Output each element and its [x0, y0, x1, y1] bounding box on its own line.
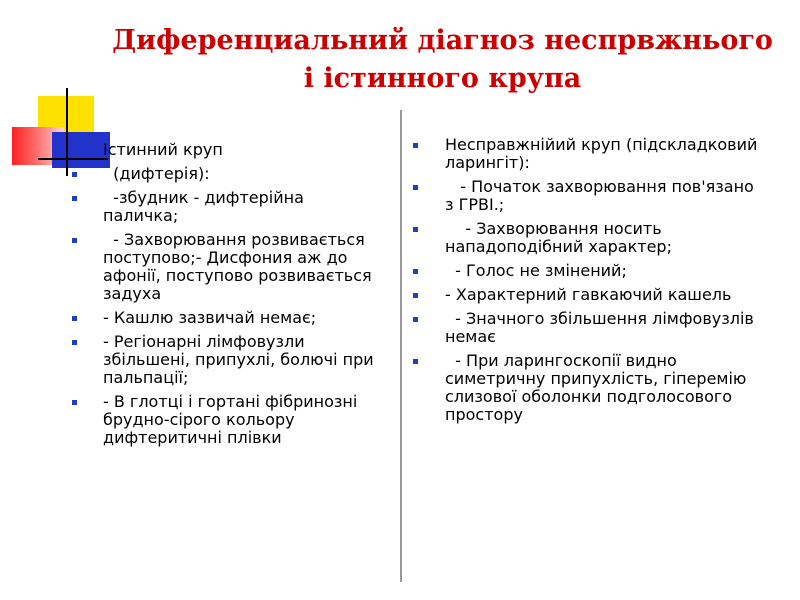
list-item-text: (дифтерія):	[103, 164, 210, 183]
slide-title-line-1: Диференциальний діагноз неспрвжнього	[112, 25, 773, 56]
bullet-icon	[413, 269, 418, 274]
list-item	[413, 352, 763, 424]
list-item-text: - Захворювання розвивається поступово;- Дисфония аж до афонії, поступово розвивається задуха	[103, 230, 377, 303]
bullet-icon	[413, 143, 418, 148]
slide-title	[110, 22, 775, 98]
bullet-icon	[72, 316, 77, 321]
bullet-icon	[72, 196, 77, 201]
list-item	[413, 220, 763, 256]
list-item-text: - Голос не змінений;	[445, 261, 627, 280]
list-item-text: - Значного збільшення лімфовузлів немає	[445, 309, 759, 346]
list-item	[72, 231, 377, 303]
list-item-text: - Захворювання носить нападоподібний характер;	[445, 219, 672, 256]
list-item	[72, 333, 377, 387]
column-divider	[400, 110, 402, 582]
list-item-text: - Регіонарні лімфовузли збільшені, припухлі, болючі при пальпації;	[103, 332, 379, 387]
list-item	[72, 189, 377, 225]
true-croup-list	[72, 141, 377, 453]
list-item	[413, 136, 763, 172]
list-item	[72, 393, 377, 447]
list-item	[72, 141, 377, 159]
list-item	[413, 262, 763, 280]
bullet-icon	[72, 340, 77, 345]
bullet-icon	[413, 317, 418, 322]
list-item-text: - Кашлю зазвичай немає;	[103, 308, 317, 327]
bullet-icon	[72, 400, 77, 405]
bullet-icon	[413, 185, 418, 190]
list-item-text: - В глотці і гортані фібринозні брудно-сірого кольору дифтеритичні плівки	[103, 392, 363, 447]
list-item-text: - Характерний гавкаючий кашель	[445, 285, 732, 304]
list-item	[413, 286, 763, 304]
bullet-icon	[413, 359, 418, 364]
list-item	[72, 165, 377, 183]
slide-title-line-2: і істинного крупа	[303, 63, 582, 94]
list-item-text: - Початок захворювання пов'язано з ГРВІ.;	[445, 177, 759, 214]
decor-vertical-line	[66, 88, 68, 176]
true-croup-heading: Істинний круп	[103, 140, 223, 159]
list-item	[413, 310, 763, 346]
bullet-icon	[413, 293, 418, 298]
list-item	[72, 309, 377, 327]
bullet-icon	[413, 227, 418, 232]
false-croup-list	[413, 136, 763, 430]
list-item-text: - При ларингоскопії видно симетричну припухлість, гіперемію слизової оболонки подголосового простору	[445, 351, 752, 424]
list-item-text: Несправжнійий круп (підскладковий ларингіт):	[445, 135, 763, 172]
bullet-icon	[72, 172, 77, 177]
bullet-icon	[72, 238, 77, 243]
list-item-text: -збудник - дифтерійна паличка;	[103, 188, 309, 225]
list-item	[413, 178, 763, 214]
